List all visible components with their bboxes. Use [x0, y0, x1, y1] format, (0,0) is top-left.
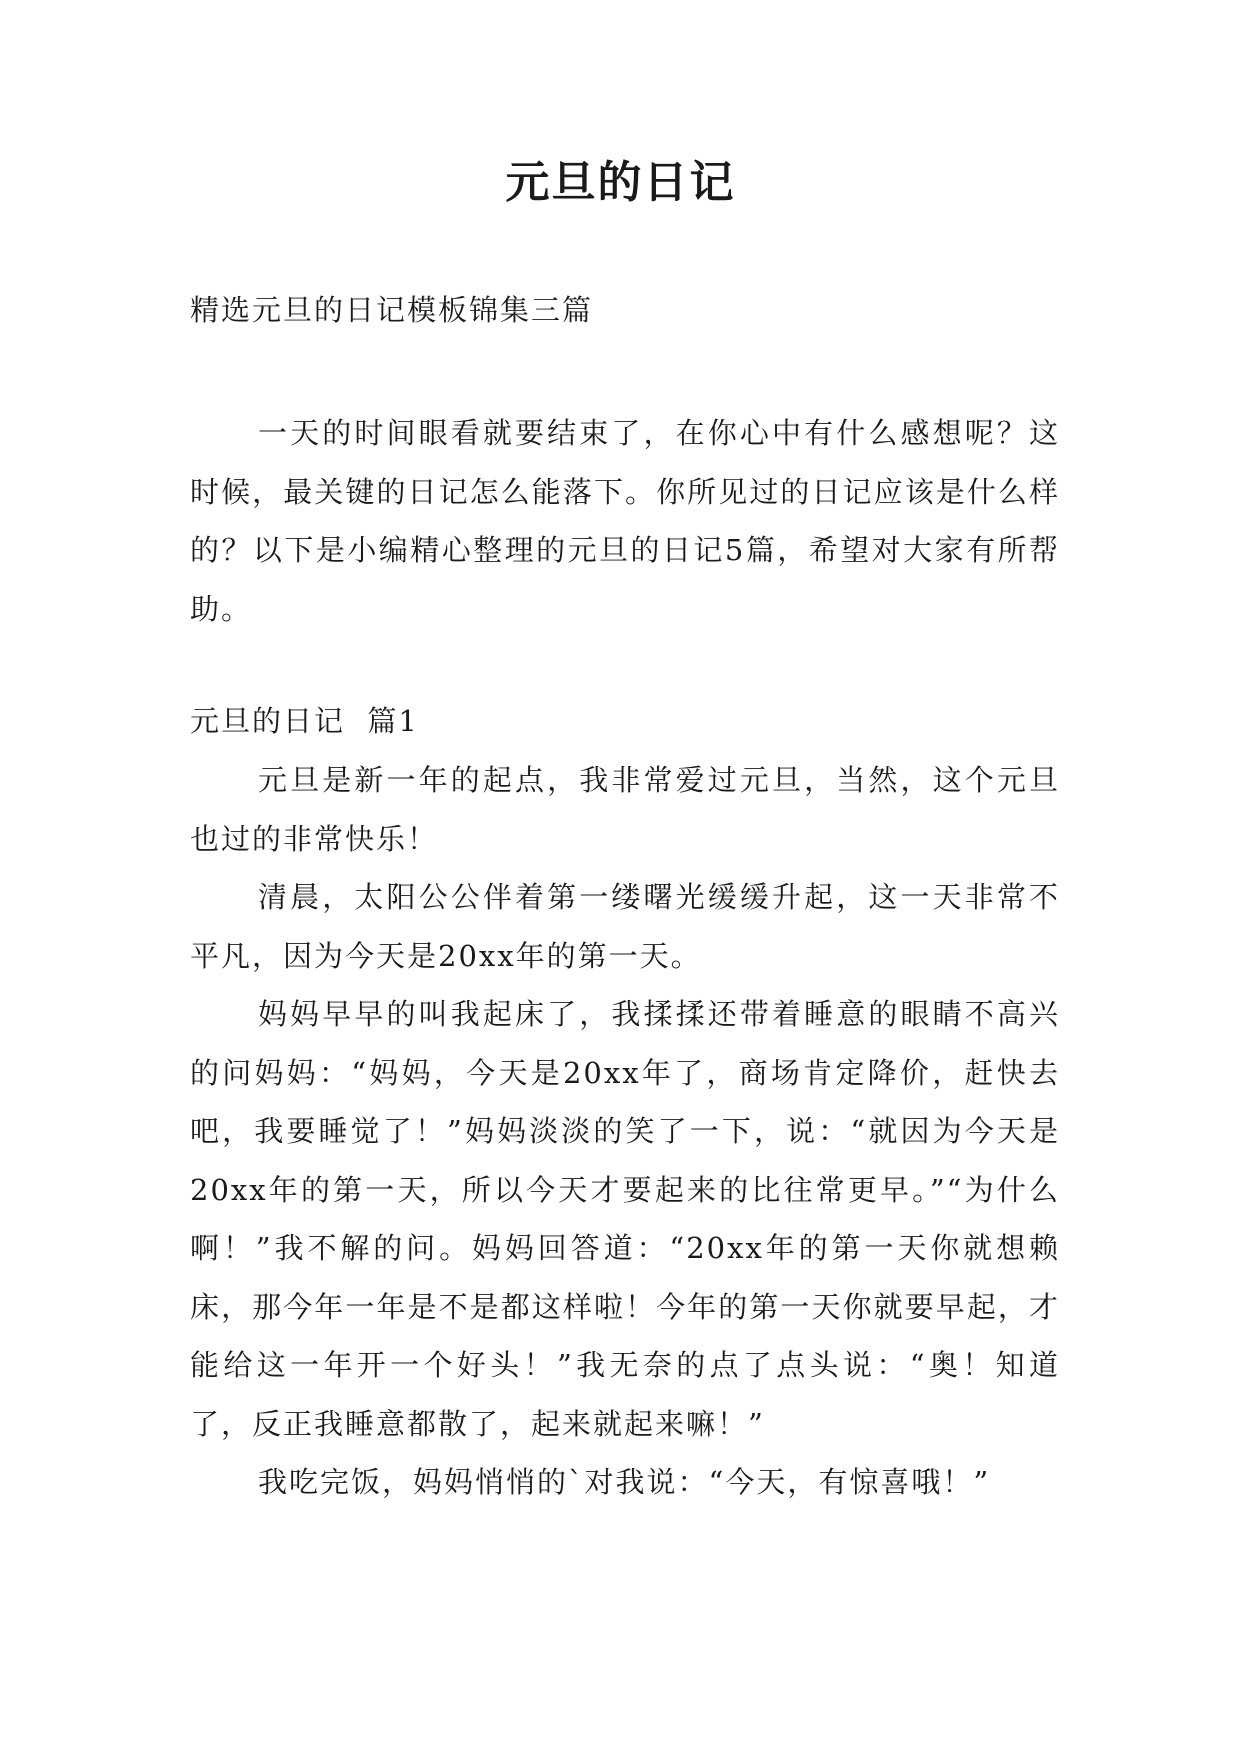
body-paragraph: 妈妈早早的叫我起床了，我揉揉还带着睡意的眼睛不高兴的问妈妈：“妈妈，今天是20xx年了，商场肯定降价，赶快去吧，我要睡觉了！”妈妈淡淡的笑了一下，说：“就因为今天是20xx年的第一天，所以今天才要起来的比往常更早。”“为什么啊！”我不解的问。妈妈回答道：“20xx年的第一天你就想赖床，那今年一年是不是都这样啦！今年的第一天你就要早起，才能给这一年开一个好头！”我无奈的点了点头说：“奥！知道了，反正我睡意都散了，起来就起来嘛！”: [190, 997, 1060, 1441]
body-paragraph: 我吃完饭，妈妈悄悄的`对我说：“今天，有惊喜哦！”: [258, 1465, 991, 1499]
intro-paragraph: 一天的时间眼看就要结束了，在你心中有什么感想呢？这时候，最关键的日记怎么能落下。你所见过的日记应该是什么样的？以下是小编精心整理的元旦的日记5篇，希望对大家有所帮助。: [190, 416, 1060, 626]
document-title: 元旦的日记: [505, 157, 736, 208]
document-subtitle: 精选元旦的日记模板锦集三篇: [190, 293, 594, 327]
body-paragraph: 清晨，太阳公公伴着第一缕曙光缓缓升起，这一天非常不平凡，因为今天是20xx年的第一天。: [190, 880, 1060, 973]
section-body: [190, 751, 1060, 1512]
body-paragraph: 元旦是新一年的起点，我非常爱过元旦，当然，这个元旦也过的非常快乐！: [190, 763, 1060, 856]
section-heading: 元旦的日记 篇1: [190, 704, 419, 738]
